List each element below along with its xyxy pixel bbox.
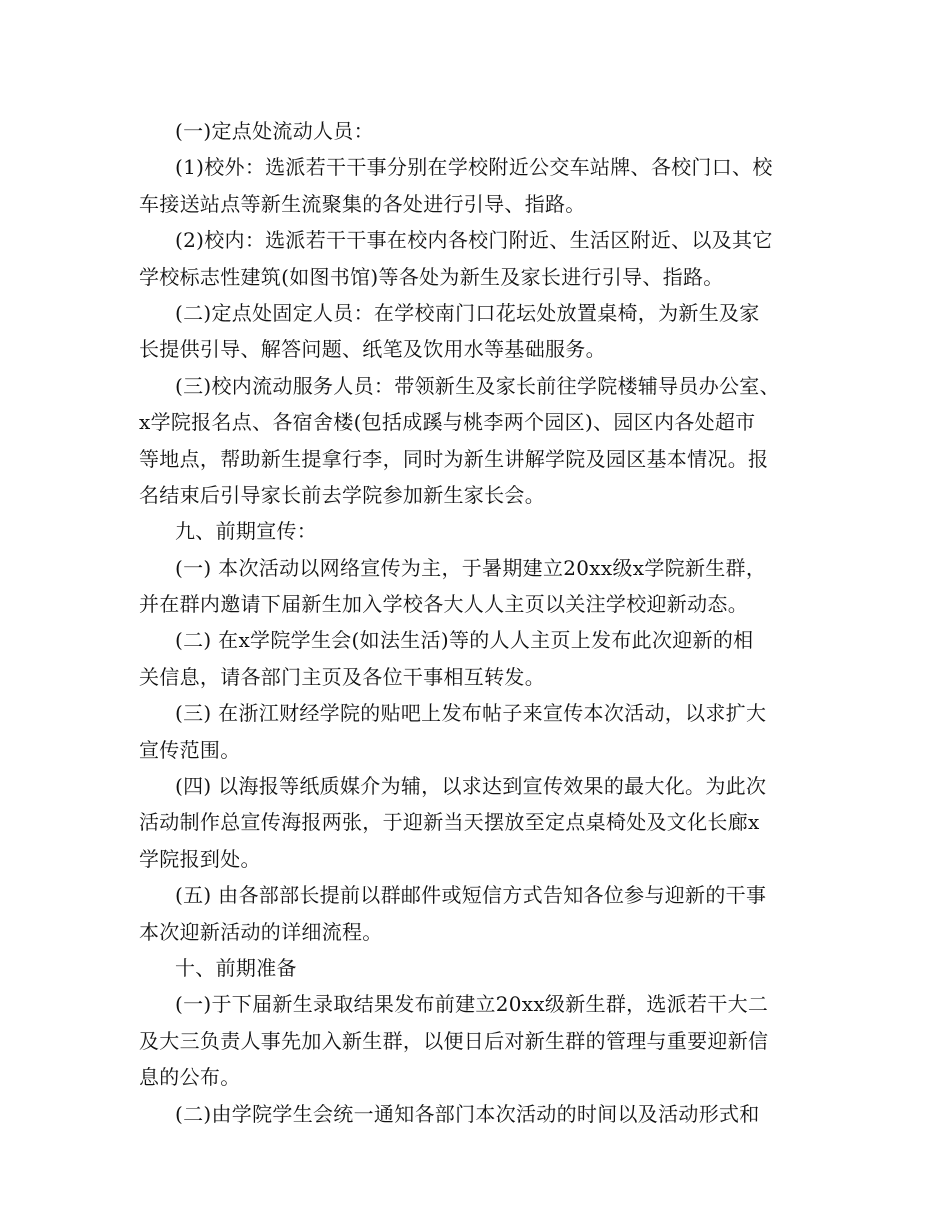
- text-line: (二) 在x学院学生会(如法生活)等的人人主页上发布此次迎新的相: [175, 628, 754, 653]
- text-line: x学院报名点、各宿舍楼(包括成蹊与桃李两个园区)、园区内各处超市: [139, 410, 756, 435]
- text-line: (二)定点处固定人员：在学校南门口花坛处放置桌椅，为新生及家: [175, 300, 760, 325]
- text-line: 九、前期宣传：: [175, 519, 318, 544]
- text-line: 名结束后引导家长前去学院参加新生家长会。: [139, 482, 545, 507]
- text-line: (四) 以海报等纸质媒介为辅，以求达到宣传效果的最大化。为此次: [175, 774, 767, 799]
- text-line: 息的公布。: [139, 1065, 241, 1090]
- text-line: 本次迎新活动的详细流程。: [139, 919, 383, 944]
- text-line: 车接送站点等新生流聚集的各处进行引导、指路。: [139, 191, 586, 216]
- text-line: 宣传范围。: [139, 737, 241, 762]
- text-line: (2)校内：选派若干干事在校内各校门附近、生活区附近、以及其它: [175, 228, 773, 253]
- text-line: 长提供引导、解答问题、纸笔及饮用水等基础服务。: [139, 337, 606, 362]
- text-line: (五) 由各部部长提前以群邮件或短信方式告知各位参与迎新的干事: [175, 883, 767, 908]
- text-line: 等地点，帮助新生提拿行李，同时为新生讲解学院及园区基本情况。报: [139, 446, 769, 471]
- text-line: (1)校外：选派若干干事分别在学校附近公交车站牌、各校门口、校: [175, 155, 773, 180]
- text-line: 关信息，请各部门主页及各位干事相互转发。: [139, 664, 545, 689]
- text-line: (一)定点处流动人员：: [175, 119, 374, 143]
- text-line: 活动制作总宣传海报两张，于迎新当天摆放至定点桌椅处及文化长廊x: [139, 810, 760, 835]
- document-body: [139, 113, 829, 1132]
- text-line: (二)由学院学生会统一通知各部门本次活动的时间以及活动形式和: [175, 1101, 760, 1126]
- text-line: (三)校内流动服务人员：带领新生及家长前往学院楼辅导员办公室、: [175, 373, 780, 398]
- text-line: 及大三负责人事先加入新生群，以便日后对新生群的管理与重要迎新信: [139, 1028, 769, 1053]
- text-line: 学校标志性建筑(如图书馆)等各处为新生及家长进行引导、指路。: [139, 264, 724, 289]
- text-line: (一)于下届新生录取结果发布前建立20xx级新生群，选派若干大二: [175, 992, 769, 1017]
- text-line: 学院报到处。: [139, 846, 261, 871]
- text-line: (一) 本次活动以网络宣传为主，于暑期建立20xx级x学院新生群，: [175, 555, 767, 580]
- text-line: 并在群内邀请下届新生加入学校各大人人主页以关注学校迎新动态。: [139, 592, 748, 617]
- text-line: 十、前期准备: [175, 955, 297, 980]
- text-line: (三) 在浙江财经学院的贴吧上发布帖子来宣传本次活动，以求扩大: [175, 701, 767, 726]
